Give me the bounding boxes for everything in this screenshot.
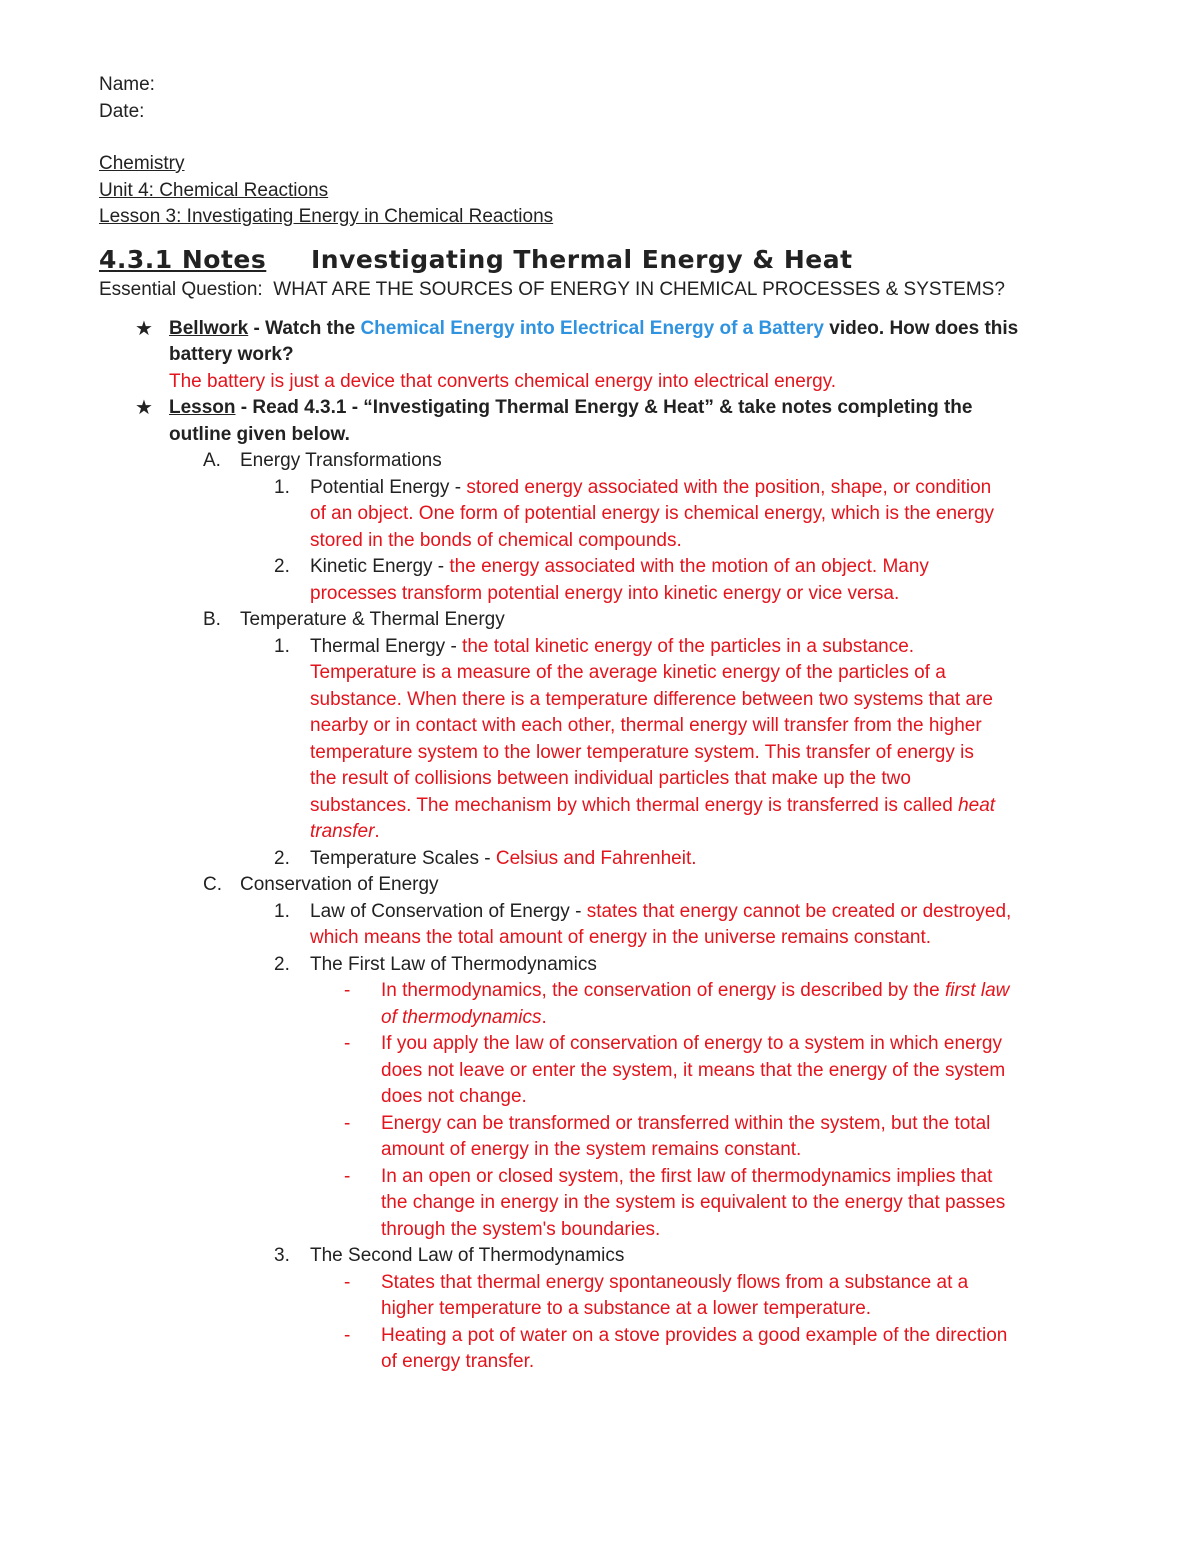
outline-item xyxy=(99,846,1109,873)
star-bullet-icon: ★ xyxy=(135,397,153,419)
section-title: Energy Transformations xyxy=(240,450,442,471)
dash-marker: - xyxy=(344,1271,351,1293)
bullet-text: of energy transfer. xyxy=(381,1351,535,1372)
dash-bullet xyxy=(99,978,1109,1031)
italic-term: transfer xyxy=(310,821,375,842)
outline-section-c xyxy=(99,872,1109,899)
bellwork-question-end: battery work? xyxy=(169,344,294,365)
bullet-text: In thermodynamics, the conservation of energy is described by the xyxy=(381,980,945,1001)
definition-line: the energy associated with the motion of an object. Many xyxy=(449,556,929,577)
bullet-text: does not leave or enter the system, it means that the energy of the system xyxy=(381,1059,1006,1081)
dash-marker: - xyxy=(344,1324,351,1346)
section-title: Conservation of Energy xyxy=(240,874,439,895)
date-label: Date: xyxy=(99,100,145,122)
lesson-instructions: - Read 4.3.1 - “Investigating Thermal Energy & Heat” & take notes completing the xyxy=(235,397,973,418)
document-page xyxy=(99,72,1109,1376)
page-title xyxy=(99,243,1109,277)
battery-video-link[interactable]: Chemical Energy into Electrical Energy of a Battery xyxy=(360,317,824,339)
definition-line: of an object. One form of potential energy is chemical energy, which is the energy xyxy=(310,503,995,524)
definition-line: stored energy associated with the position, shape, or condition xyxy=(466,476,992,498)
outline-marker: 2. xyxy=(274,953,290,975)
bellwork-item xyxy=(99,316,1109,396)
term: Temperature Scales - xyxy=(310,847,496,869)
definition-line: the result of collisions between individual particles that make up the two xyxy=(310,768,911,789)
italic-term: heat xyxy=(958,794,996,816)
bellwork-answer: The battery is just a device that converts chemical energy into electrical energy. xyxy=(169,370,837,392)
dash-marker: - xyxy=(344,1112,351,1134)
period: . xyxy=(541,1006,547,1028)
definition-line: the total kinetic energy of the particles in a substance. xyxy=(462,635,915,657)
definition-line: temperature system to the lower temperature system. This transfer of energy is xyxy=(310,741,974,763)
outline-section-a xyxy=(99,448,1109,475)
unit-heading: Unit 4: Chemical Reactions xyxy=(99,179,329,201)
outline-marker: B. xyxy=(203,609,221,630)
outline-item xyxy=(99,554,1109,607)
term: Thermal Energy - xyxy=(310,635,463,657)
definition-line: Celsius and Fahrenheit. xyxy=(495,847,697,869)
notes-title: Investigating Thermal Energy & Heat xyxy=(311,244,853,274)
outline-item xyxy=(99,899,1109,952)
lesson-heading: Lesson 3: Investigating Energy in Chemical Reactions xyxy=(99,206,554,227)
bullet-text: does not change. xyxy=(381,1086,527,1107)
dash-bullet xyxy=(99,1323,1109,1376)
bullet-text: States that thermal energy spontaneously flows from a substance at a xyxy=(381,1271,969,1293)
italic-term: first law xyxy=(944,980,1010,1001)
italic-term: of thermodynamics xyxy=(381,1006,542,1028)
name-label: Name: xyxy=(99,74,155,95)
dash-bullet xyxy=(99,1031,1109,1111)
outline-section-b xyxy=(99,607,1109,634)
bullet-text: If you apply the law of conservation of energy to a system in which energy xyxy=(381,1033,1002,1054)
outline-marker: 3. xyxy=(274,1245,290,1266)
subsection-title: The Second Law of Thermodynamics xyxy=(310,1245,625,1266)
bullet-text: amount of energy in the system remains constant. xyxy=(381,1139,802,1160)
definition-line: substances. The mechanism by which thermal energy is transferred is called xyxy=(310,794,959,816)
outline-marker: 2. xyxy=(274,556,290,577)
definition-line: stored in the bonds of chemical compounds. xyxy=(310,529,682,551)
dash-marker: - xyxy=(344,1033,351,1054)
notes-number: 4.3.1 Notes xyxy=(99,244,267,274)
essential-question-label: Essential Question: xyxy=(99,278,263,300)
dash-bullet xyxy=(99,1164,1109,1244)
definition-line: Temperature is a measure of the average kinetic energy of the particles of a xyxy=(310,662,946,683)
bullet-text: In an open or closed system, the first law of thermodynamics implies that xyxy=(381,1165,993,1187)
definition-line: which means the total amount of energy in the universe remains constant. xyxy=(310,927,932,948)
term: Kinetic Energy - xyxy=(310,556,450,577)
period: . xyxy=(374,821,380,842)
star-bullet-icon: ★ xyxy=(135,317,153,340)
dash-marker: - xyxy=(344,980,351,1001)
outline-item xyxy=(99,475,1109,555)
bellwork-post: video. How does this xyxy=(824,317,1019,339)
term: Law of Conservation of Energy - xyxy=(310,900,587,922)
definition-line: states that energy cannot be created or destroyed, xyxy=(586,900,1012,922)
outline-marker: 1. xyxy=(274,476,290,498)
lesson-label: Lesson xyxy=(169,397,236,418)
bullet-text: Heating a pot of water on a stove provides a good example of the direction xyxy=(381,1324,1008,1346)
bellwork-pre: - Watch the xyxy=(248,317,361,339)
outline-item xyxy=(99,634,1109,846)
bullet-text: through the system's boundaries. xyxy=(381,1218,661,1240)
term: Potential Energy - xyxy=(310,476,467,498)
lesson-item xyxy=(99,395,1109,448)
bullet-text: Energy can be transformed or transferred within the system, but the total xyxy=(381,1112,991,1134)
subsection-title: The First Law of Thermodynamics xyxy=(310,953,597,975)
outline-marker: 2. xyxy=(274,847,290,869)
definition-line: substance. When there is a temperature difference between two systems that are xyxy=(310,688,993,710)
essential-question xyxy=(99,277,1109,303)
outline-marker: 1. xyxy=(274,635,290,657)
bullet-text: the change in energy in the system is equivalent to the energy that passes xyxy=(381,1192,1006,1213)
definition-line: nearby or in contact with each other, thermal energy will transfer from the higher xyxy=(310,715,982,736)
bellwork-label: Bellwork xyxy=(169,317,249,339)
outline-item xyxy=(99,952,1109,979)
definition-line: processes transform potential energy into kinetic energy or vice versa. xyxy=(310,582,900,604)
outline-marker: C. xyxy=(203,874,222,895)
outline-marker: A. xyxy=(203,450,221,471)
lesson-instructions-end: outline given below. xyxy=(169,423,350,445)
section-title: Temperature & Thermal Energy xyxy=(240,609,505,630)
dash-marker: - xyxy=(344,1165,351,1187)
essential-question-text: WHAT ARE THE SOURCES OF ENERGY IN CHEMICAL PROCESSES & SYSTEMS? xyxy=(273,278,1005,300)
dash-bullet xyxy=(99,1111,1109,1164)
course-heading: Chemistry xyxy=(99,153,185,174)
dash-bullet xyxy=(99,1270,1109,1323)
outline-item xyxy=(99,1243,1109,1270)
bullet-text: higher temperature to a substance at a lower temperature. xyxy=(381,1298,872,1319)
outline-marker: 1. xyxy=(274,900,290,922)
